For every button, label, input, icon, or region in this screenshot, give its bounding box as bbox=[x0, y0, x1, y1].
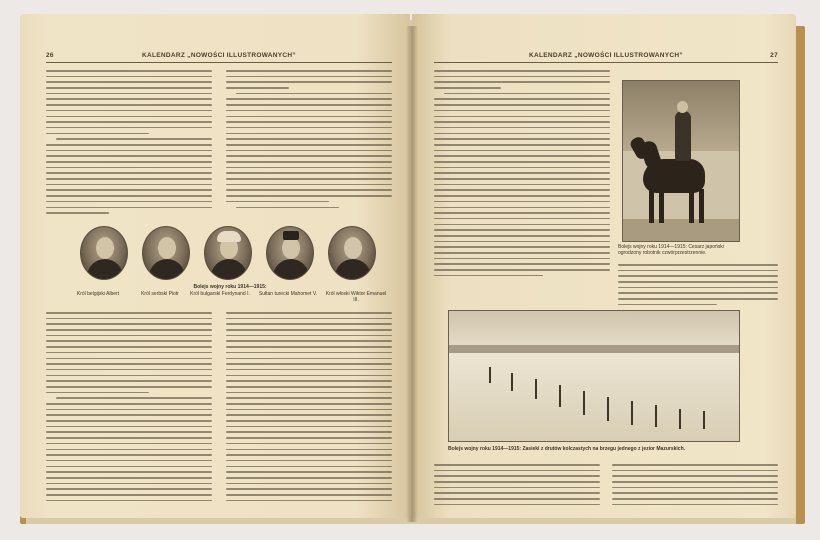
portrait-caption-3: Król bułgarski Ferdynand I. bbox=[190, 291, 250, 297]
left-running-title: KALENDARZ „NOWOŚCI ILLUSTROWANYCH” bbox=[142, 52, 296, 59]
horse-photo-caption: Bolejs wojny roku 1914—1915: Cesarz japoński ogrodzony robotnik czwórprzestrzennie. bbox=[618, 244, 724, 256]
left-header-rule bbox=[46, 62, 392, 63]
right-column-1-bottom bbox=[434, 464, 600, 510]
right-running-title: KALENDARZ „NOWOŚCI ILLUSTROWANYCH” bbox=[529, 52, 683, 59]
portrait-caption-5: Król włoski Wiktor Emanuel III. bbox=[325, 291, 387, 303]
open-book bbox=[14, 12, 804, 528]
right-page-number: 27 bbox=[770, 52, 778, 59]
right-column-2-bottom bbox=[612, 464, 778, 510]
portraits-caption: Bolejs wojny roku 1914—1915: bbox=[193, 284, 267, 290]
left-page-number: 26 bbox=[46, 52, 54, 59]
trench-photo-caption: Bolejs wojny roku 1914—1915: Zasieki z drutów kolczastych na brzegu jednego z jezior Mazurskich. bbox=[448, 446, 686, 452]
portrait-caption-4: Sułtan turecki Mahomet V. bbox=[258, 291, 318, 297]
portrait-piotr bbox=[142, 226, 190, 280]
portrait-ferdynand bbox=[204, 226, 252, 280]
right-column-2-mid bbox=[618, 264, 778, 310]
right-header-rule bbox=[434, 62, 778, 63]
portrait-wiktor-emanuel bbox=[328, 226, 376, 280]
left-column-2-bottom bbox=[226, 312, 392, 505]
portrait-caption-2: Król serbski Piotr bbox=[141, 291, 179, 297]
right-column-1-top bbox=[434, 70, 610, 280]
left-page bbox=[20, 14, 410, 518]
right-page bbox=[412, 14, 796, 518]
portrait-albert bbox=[80, 226, 128, 280]
monarch-portraits bbox=[80, 226, 400, 282]
photo-barbed-wire-entanglements bbox=[448, 310, 740, 442]
left-column-1-top bbox=[46, 70, 212, 218]
left-column-1-bottom bbox=[46, 312, 212, 505]
portrait-mahomet bbox=[266, 226, 314, 280]
book-spine bbox=[406, 26, 418, 522]
left-column-2-top bbox=[226, 70, 392, 212]
photo-rider-on-horse bbox=[622, 80, 740, 242]
portrait-caption-1: Król belgijski Albert bbox=[76, 291, 120, 297]
